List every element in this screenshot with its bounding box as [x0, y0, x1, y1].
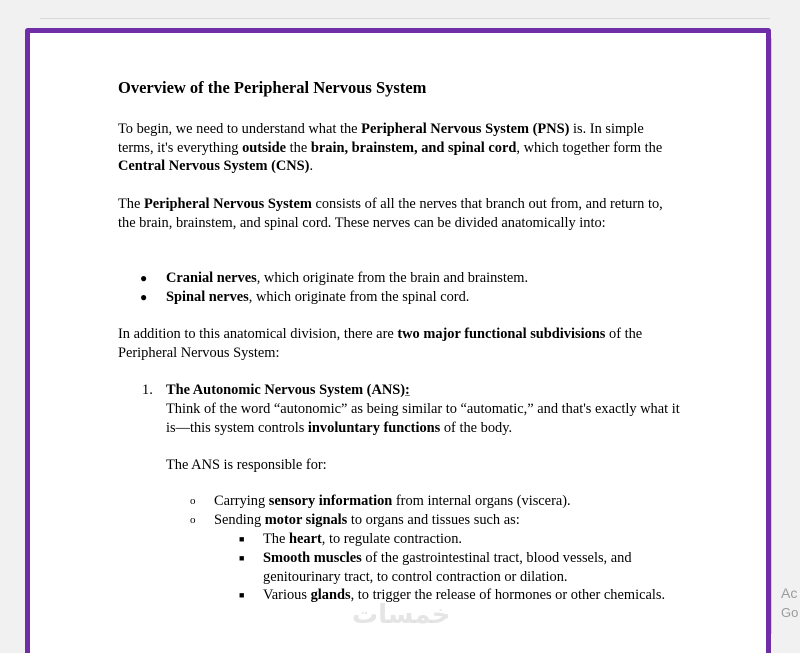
- bold-run: Spinal nerves: [166, 289, 249, 305]
- bold-run: Central Nervous System (CNS): [118, 158, 310, 174]
- bold-run: Cranial nerves: [166, 270, 257, 286]
- circle-bullet-icon: o: [190, 514, 196, 526]
- text-run: In addition to this anatomical division, there are: [118, 326, 398, 342]
- text-run: , to regulate contraction.: [321, 531, 463, 547]
- text-run: The: [263, 531, 289, 547]
- text-run: Sending: [214, 512, 265, 528]
- bullet-icon: ●: [140, 271, 148, 285]
- bold-run: Peripheral Nervous System (PNS): [361, 121, 570, 137]
- bold-run: outside: [242, 139, 287, 156]
- paragraph-pns-definition: [118, 195, 678, 232]
- square-bullet-icon: ■: [239, 534, 245, 544]
- bold-run: glands: [310, 587, 351, 603]
- text-run: Carrying: [214, 493, 269, 509]
- text-run: :: [405, 382, 410, 398]
- paragraph-intro: [118, 120, 678, 176]
- page-top-edge: [40, 18, 770, 19]
- text-run: , which originate from the brain and brainstem.: [256, 270, 529, 286]
- watermark-logo: خمسات: [352, 600, 451, 630]
- text-run: To begin, we need to understand what the: [118, 121, 362, 137]
- bold-run: involuntary functions: [307, 419, 441, 436]
- bold-run: heart: [288, 531, 322, 547]
- bold-run: two major functional subdivisions: [397, 326, 606, 342]
- text-run: to organs and tissues such as:: [347, 512, 520, 528]
- bold-run: Peripheral Nervous System: [143, 196, 312, 212]
- text-run: .: [309, 158, 314, 174]
- bold-run: Smooth muscles: [263, 550, 362, 566]
- text-run: The: [118, 196, 144, 212]
- text-run: , which together form the: [516, 139, 663, 156]
- text-run: , to trigger the release of hormones or other chemicals.: [350, 587, 666, 603]
- text-run: Think of the word “autonomic” as being similar to “automatic,” and that's exactly what it is—this system controls: [166, 401, 680, 436]
- text-run: of the gastrointestinal tract, blood vessels, and genitourinary tract, to control contraction or dilation.: [263, 550, 632, 585]
- text-run: is. In simple terms, it's everything: [118, 121, 644, 156]
- circle-bullet-icon: o: [190, 495, 196, 507]
- activate-line-2: Go: [781, 605, 799, 620]
- bold-run: motor signals: [264, 512, 348, 528]
- square-bullet-icon: ■: [239, 553, 245, 563]
- paragraph-functional-subdivisions: [118, 325, 678, 362]
- text-run: the: [286, 139, 311, 156]
- text-run: , which originate from the spinal cord.: [248, 289, 470, 305]
- ans-description: [166, 400, 686, 437]
- ans-responsible-text: The ANS is responsible for:: [166, 457, 327, 473]
- square-bullet-icon: ■: [239, 590, 245, 600]
- text-run: from internal organs (viscera).: [392, 493, 571, 509]
- page-right-edge: [771, 38, 772, 634]
- bold-run: sensory information: [268, 493, 393, 509]
- bold-run: brain, brainstem, and spinal cord: [310, 139, 517, 156]
- list-number: 1.: [142, 382, 153, 398]
- activate-line-1: Ac: [781, 585, 798, 601]
- activate-windows-notice: [781, 583, 798, 623]
- text-run: The Autonomic Nervous System (ANS): [166, 382, 406, 398]
- text-run: of the Peripheral Nervous System:: [118, 326, 643, 361]
- text-run: of the body.: [440, 419, 513, 436]
- text-run: Various: [263, 587, 311, 603]
- bullet-icon: ●: [140, 290, 148, 304]
- ans-heading: [166, 381, 410, 400]
- text-run: consists of all the nerves that branch out from, and return to, the brain, brainstem, and spinal cord. These nerves can be divided anatomically into:: [118, 196, 663, 231]
- document-title: Overview of the Peripheral Nervous System: [118, 78, 427, 97]
